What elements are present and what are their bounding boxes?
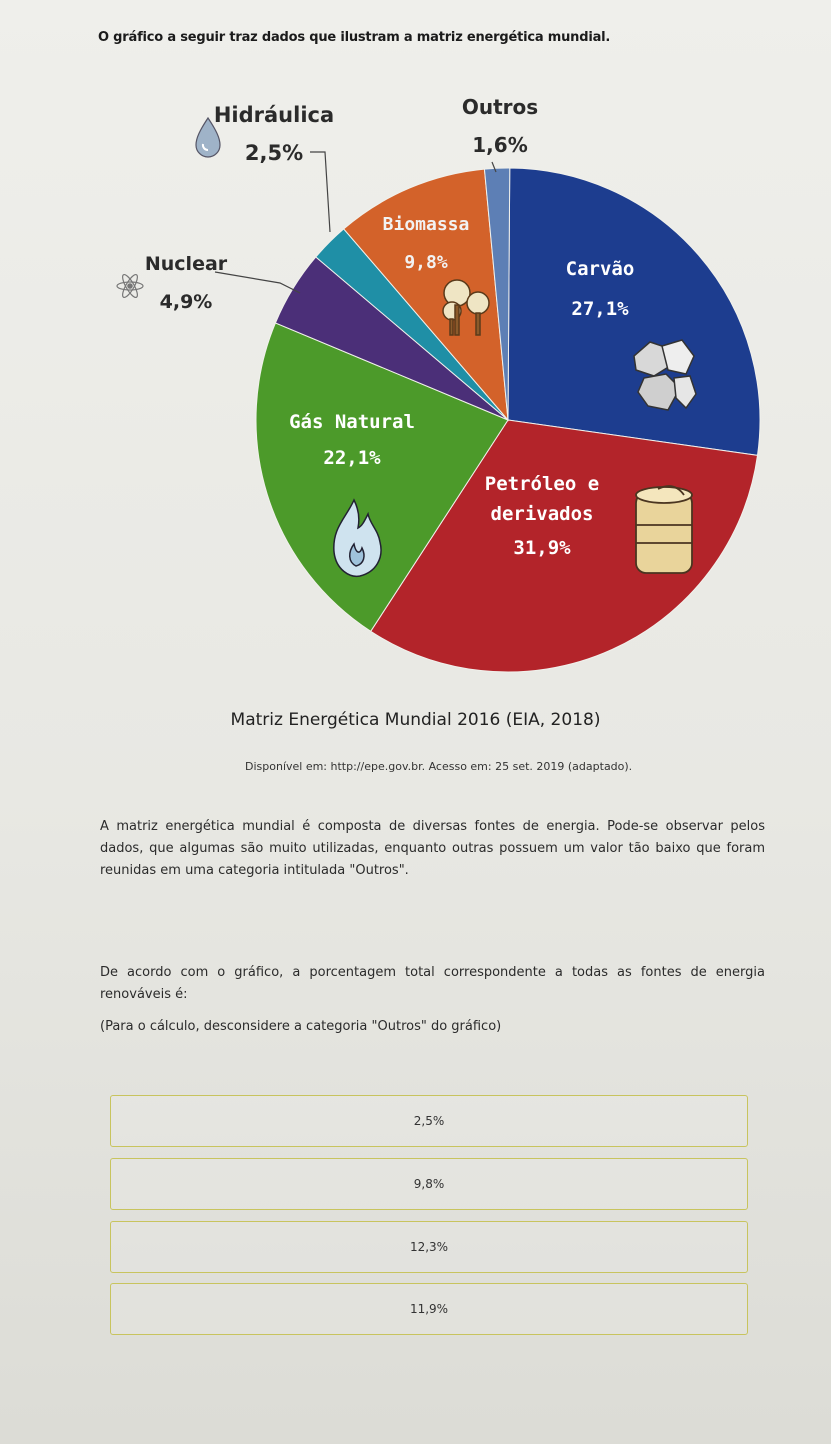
slice-label-hidraulica: Hidráulica: [213, 103, 335, 127]
answer-option-a[interactable]: 2,5%: [110, 1095, 748, 1147]
slice-value-nuclear: 4,9%: [159, 291, 213, 313]
slice-label-gas-natural: Gás Natural: [289, 411, 415, 433]
slice-value-outros: 1,6%: [472, 133, 528, 157]
paragraph-question: De acordo com o gráfico, a porcentagem total correspondente a todas as fontes de energia renováveis é:: [100, 965, 765, 1002]
leader-nuclear: [215, 272, 300, 293]
slice-value-petroleo-e-derivados: 31,9%: [513, 537, 571, 559]
slice-label-petroleo-e-derivados: Petróleo e derivados: [484, 473, 600, 525]
answer-option-b[interactable]: 9,8%: [110, 1158, 748, 1210]
leader-hidraulica: [310, 152, 330, 232]
paragraph-note: (Para o cálculo, desconsidere a categoria "Outros" do gráfico): [100, 1019, 502, 1034]
pie-slice-carvao: [508, 168, 760, 455]
slice-label-carvao: Carvão: [565, 258, 635, 280]
slice-value-hidraulica: 2,5%: [244, 141, 304, 165]
pie-chart: [0, 80, 831, 690]
slice-value-carvao: 27,1%: [571, 298, 629, 320]
atom-icon: [117, 273, 143, 300]
slice-label-biomassa: Biomassa: [382, 214, 470, 235]
slice-value-gas-natural: 22,1%: [323, 447, 381, 469]
chart-title: Matriz Energética Mundial 2016 (EIA, 2018): [230, 710, 601, 730]
chart-source: Disponível em: http://epe.gov.br. Acesso em: 25 set. 2019 (adaptado).: [245, 760, 633, 773]
answer-option-c[interactable]: 12,3%: [110, 1221, 748, 1273]
oil-barrel-icon: [636, 486, 692, 573]
slice-label-nuclear: Nuclear: [144, 253, 228, 275]
intro-text: O gráfico a seguir traz dados que ilustram a matriz energética mundial.: [98, 30, 611, 45]
paragraph-context: A matriz energética mundial é composta de diversas fontes de energia. Pode-se observar pelos dados, que algumas são muito utilizadas, enquanto outras possuem um valor tão baixo que foram reunidas em uma categoria intitulada "Outros".: [100, 819, 765, 878]
slice-value-biomassa: 9,8%: [404, 252, 448, 273]
slice-label-outros: Outros: [461, 95, 539, 119]
answer-option-d[interactable]: 11,9%: [110, 1283, 748, 1335]
